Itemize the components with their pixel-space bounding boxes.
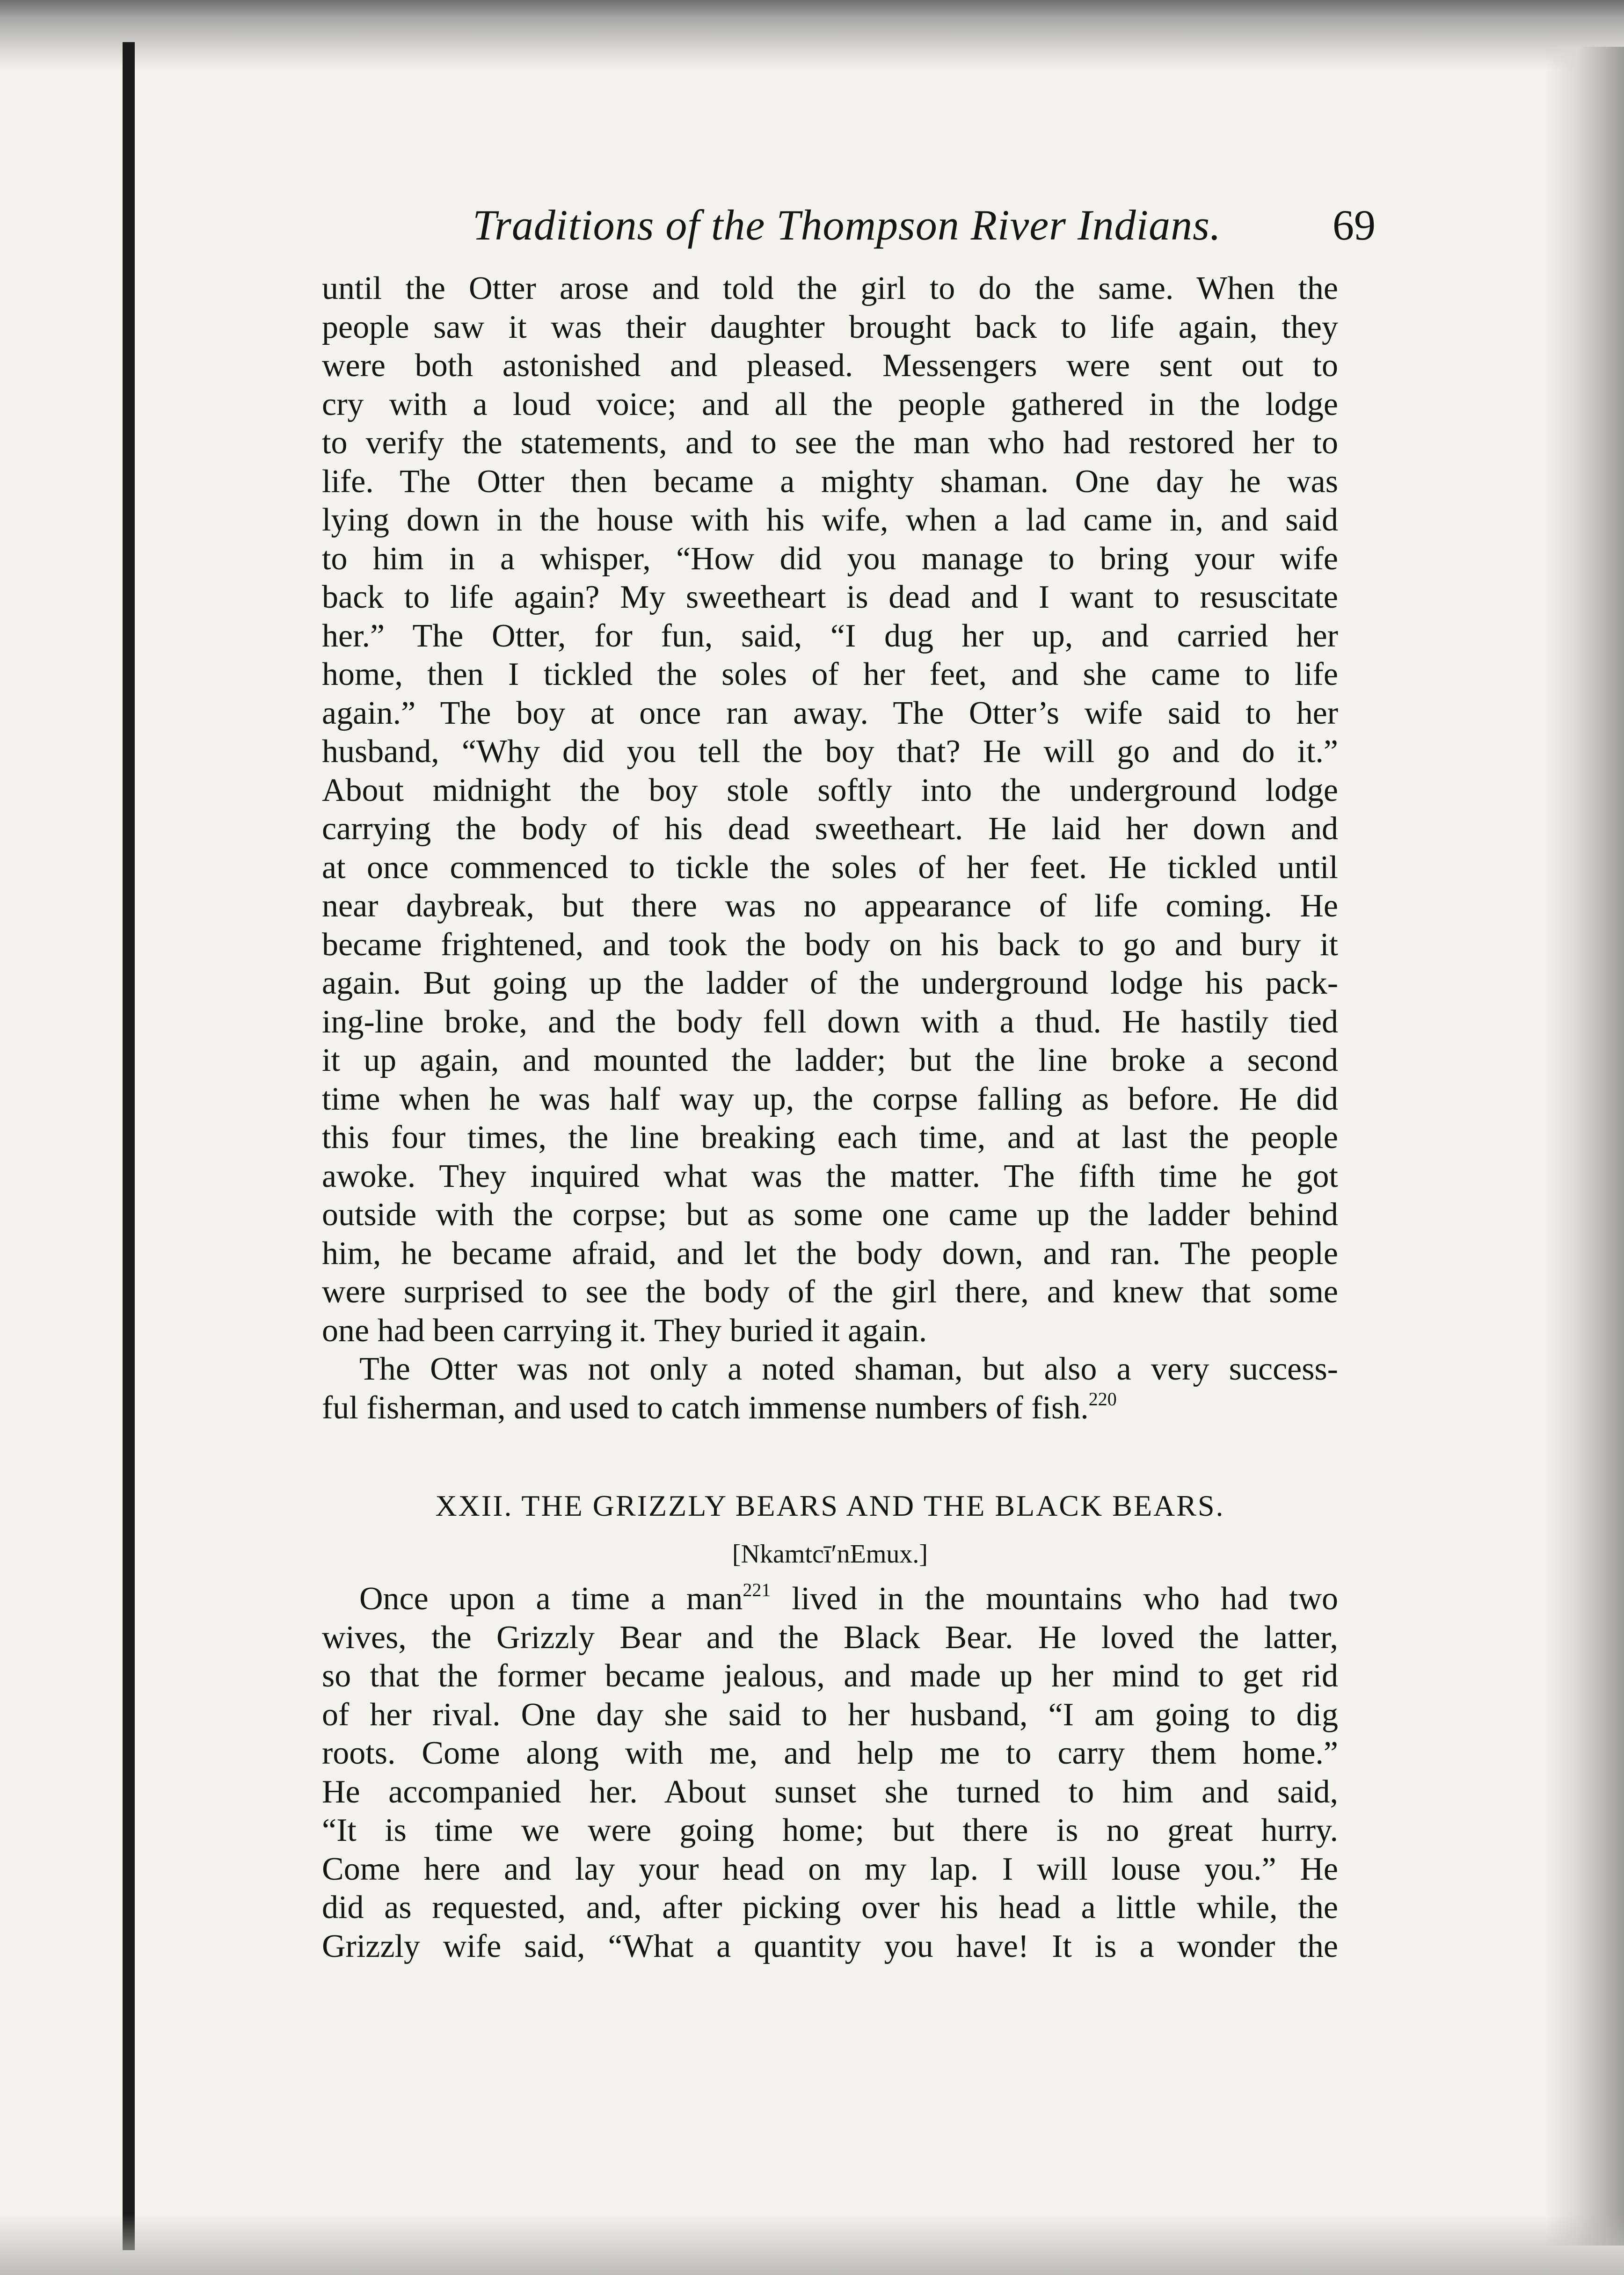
section-title: XXII. THE GRIZZLY BEARS AND THE BLACK BEARS. [435, 1489, 1225, 1522]
text-line [322, 1389, 1338, 1428]
page-header [473, 200, 1376, 252]
text-line: people saw it was their daughter brought back to life again, they [322, 309, 1338, 345]
text-line-content: ful fisherman, and used to catch immense numbers of fish. [322, 1389, 1089, 1426]
text-line: to verify the statements, and to see the man who had restored her to [322, 425, 1338, 461]
text-line: again.” The boy at once ran away. The Otter’s wife said to her [322, 695, 1338, 731]
text-line: until the Otter arose and told the girl to do the same. When the [322, 270, 1338, 306]
text-line: The Otter was not only a noted shaman, but also a very success- [359, 1351, 1338, 1387]
text-line: her.” The Otter, for fun, said, “I dug her up, and carried her [322, 618, 1338, 654]
text-line: again. But going up the ladder of the underground lodge his pack- [322, 965, 1338, 1001]
text-line: him, he became afraid, and let the body down, and ran. The people [322, 1235, 1338, 1272]
text-line: became frightened, and took the body on his back to go and bury it [322, 926, 1338, 963]
text-line: home, then I tickled the soles of her feet, and she came to life [322, 656, 1338, 692]
text-line: roots. Come along with me, and help me to carry them home.” [322, 1735, 1338, 1771]
binding-shadow [123, 42, 135, 2250]
text-line: wives, the Grizzly Bear and the Black Bear. He loved the latter, [322, 1619, 1338, 1656]
text-line: Grizzly wife said, “What a quantity you have! It is a wonder the [322, 1928, 1338, 1964]
section-spacer [322, 1427, 1338, 1483]
text-line: ing-line broke, and the body fell down with a thud. He hastily tied [322, 1003, 1338, 1040]
text-line: at once commenced to tickle the soles of her feet. He tickled until [322, 849, 1338, 886]
text-line: back to life again? My sweetheart is dead and I want to resuscitate [322, 579, 1338, 615]
text-line: husband, “Why did you tell the boy that? He will go and do it.” [322, 734, 1338, 770]
text-line: lying down in the house with his wife, when a lad came in, and said [322, 502, 1338, 538]
text-line: About midnight the boy stole softly into the underground lodge [322, 772, 1338, 808]
text-line: time when he was half way up, the corpse falling as before. He did [322, 1081, 1338, 1117]
text-line [322, 1580, 1338, 1619]
text-line: one had been carrying it. They buried it again. [322, 1312, 927, 1349]
scan-edge-bottom [0, 2214, 1624, 2275]
text-line: near daybreak, but there was no appearance of life coming. He [322, 888, 1338, 924]
text-line: He accompanied her. About sunset she turned to him and said, [322, 1773, 1338, 1810]
paragraph-otter-fisherman [322, 1350, 1338, 1427]
text-line: so that the former became jealous, and made up her mind to get rid [322, 1658, 1338, 1694]
text-line: outside with the corpse; but as some one came up the ladder behind [322, 1197, 1338, 1233]
scan-edge-top [0, 0, 1624, 70]
footnote-reference: 221 [743, 1579, 771, 1600]
text-line: of her rival. One day she said to her husband, “I am going to dig [322, 1696, 1338, 1733]
text-line: Come here and lay your head on my lap. I will louse you.” He [322, 1851, 1338, 1887]
text-line: to him in a whisper, “How did you manage to bring your wife [322, 540, 1338, 577]
footnote-reference: 220 [1088, 1388, 1117, 1410]
text-line: did as requested, and, after picking over his head a little while, the [322, 1890, 1338, 1926]
scan-edge-right [1544, 47, 1624, 2246]
text-line: were both astonished and pleased. Messengers were sent out to [322, 348, 1338, 384]
text-line-content: Once upon a time a man [359, 1581, 743, 1617]
running-title: Traditions of the Thompson River Indians. [473, 201, 1221, 249]
text-line: awoke. They inquired what was the matter. The fifth time he got [322, 1158, 1338, 1194]
page-number: 69 [1333, 201, 1376, 249]
text-line: this four times, the line breaking each time, and at last the people [322, 1119, 1338, 1156]
text-line: it up again, and mounted the ladder; but the line broke a second [322, 1042, 1338, 1078]
text-line: carrying the body of his dead sweetheart. He laid her down and [322, 811, 1338, 847]
paragraph-grizzly-bears [322, 1580, 1338, 1966]
text-line: cry with a loud voice; and all the people gathered in the lodge [322, 386, 1338, 422]
section-subtitle: [Nkamtcī′nEmux.] [732, 1540, 928, 1569]
text-line: were surprised to see the body of the girl there, and knew that some [322, 1274, 1338, 1310]
text-line: life. The Otter then became a mighty shaman. One day he was [322, 463, 1338, 500]
text-line-content: lived in the mountains who had two [771, 1581, 1338, 1617]
paragraph-otter-continuation [322, 269, 1338, 1350]
page-body [322, 269, 1338, 1966]
text-line: “It is time we were going home; but there is no great hurry. [322, 1812, 1338, 1848]
